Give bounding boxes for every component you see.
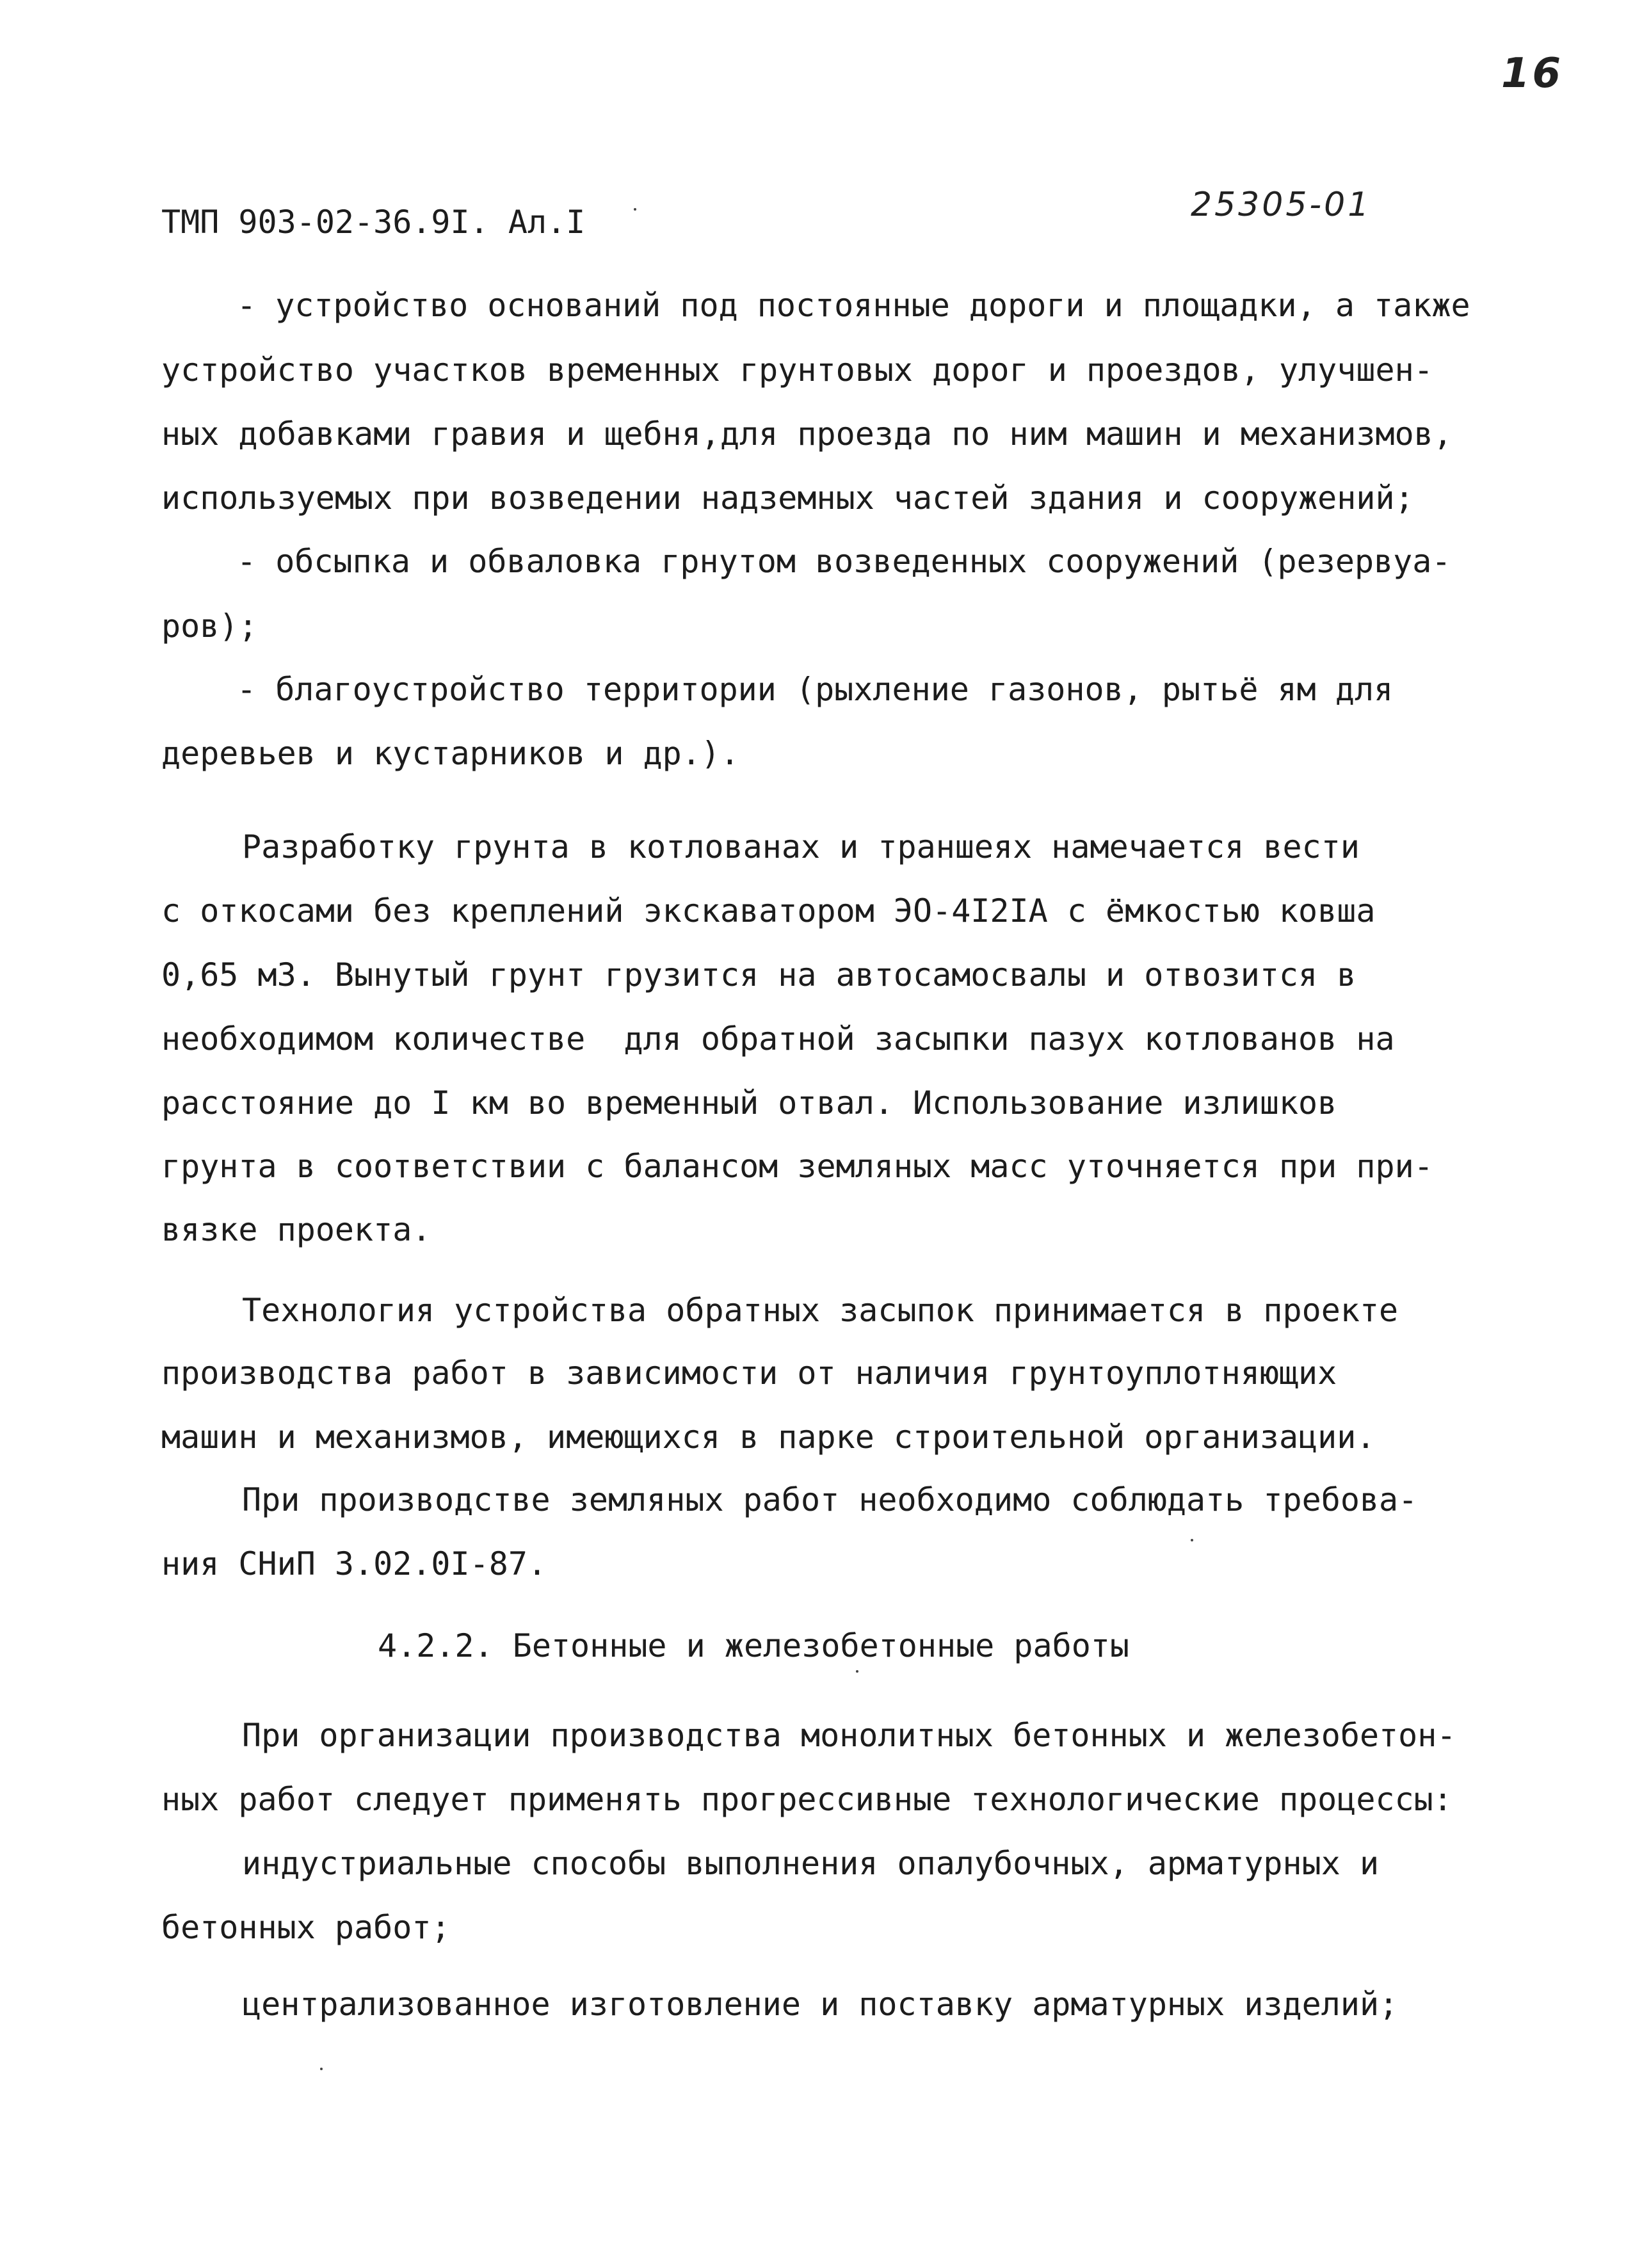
scan-speck [1191, 1539, 1193, 1541]
section-heading: 4.2.2. Бетонные и железобетонные работы [378, 1627, 1129, 1664]
body-line: При производстве земляных работ необходимо соблюдать требова- [242, 1481, 1418, 1518]
body-line: машин и механизмов, имеющихся в парке строительной организации. [161, 1419, 1376, 1456]
body-line: Технология устройства обратных засыпок принимается в проекте [242, 1292, 1399, 1329]
body-line: необходимом количестве для обратной засыпки пазух котлованов на [161, 1020, 1395, 1058]
body-line: - благоустройство территории (рыхление газонов, рытьё ям для [237, 671, 1394, 708]
body-line: ров); [161, 607, 258, 645]
body-line: ния СНиП 3.02.0I-87. [161, 1545, 547, 1582]
body-line: бетонных работ; [161, 1909, 451, 1946]
body-line: устройство участков временных грунтовых дорог и проездов, улучшен- [161, 351, 1433, 389]
body-line: Разработку грунта в котлованах и траншеях намечается вести [242, 828, 1360, 865]
body-line: грунта в соответствии с балансом земляных масс уточняется при при- [161, 1148, 1433, 1185]
body-line: централизованное изготовление и поставку арматурных изделий; [242, 1986, 1399, 2023]
body-line: с откосами без креплений экскаватором ЭО-4I2IА с ёмкостью ковша [161, 892, 1376, 929]
body-line: ных работ следует применять прогрессивные технологические процессы: [161, 1781, 1453, 1818]
page-number: 16 [1501, 50, 1564, 97]
archive-number: 25305-01 [1191, 186, 1372, 224]
body-line: индустриальные способы выполнения опалубочных, арматурных и [242, 1845, 1380, 1882]
body-line: ных добавками гравия и щебня,для проезда по ним машин и механизмов, [161, 415, 1453, 453]
body-line: При организации производства монолитных бетонных и железобетон- [242, 1717, 1456, 1754]
body-line: используемых при возведении надземных частей здания и сооружений; [161, 479, 1414, 517]
body-line: - обсыпка и обваловка грнутом возведенных сооружений (резервуа- [237, 543, 1451, 580]
body-line: деревьев и кустарников и др.). [161, 735, 740, 772]
body-line: вязке проекта. [161, 1211, 431, 1248]
scan-speck [634, 208, 636, 211]
scan-speck [320, 2068, 323, 2070]
body-line: производства работ в зависимости от наличия грунтоуплотняющих [161, 1355, 1337, 1392]
document-code: ТМП 903-02-36.9I. Ал.I [161, 204, 586, 241]
body-line: - устройство оснований под постоянные дороги и площадки, а также [237, 287, 1470, 324]
body-line: 0,65 м3. Вынутый грунт грузится на автосамосвалы и отвозится в [161, 956, 1356, 993]
body-line: расстояние до I км во временный отвал. Использование излишков [161, 1084, 1337, 1122]
scan-speck [856, 1670, 858, 1673]
